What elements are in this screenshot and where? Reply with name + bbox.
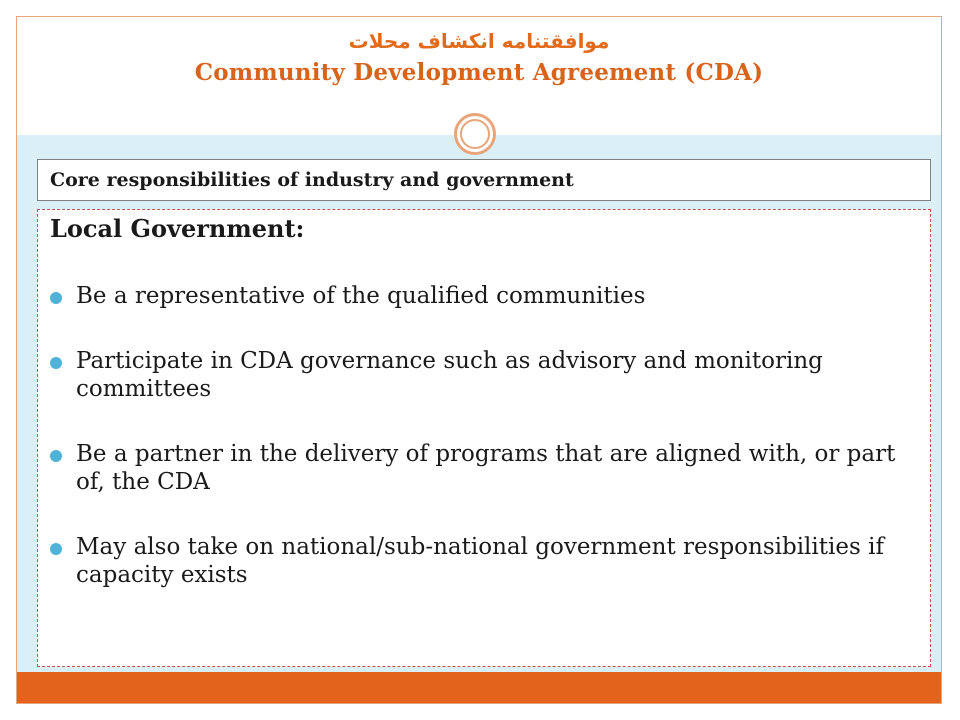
bullet-dot-icon: [50, 543, 62, 555]
subheading-box: [37, 159, 931, 201]
page-title: Community Development Agreement (CDA): [194, 59, 764, 86]
bullet-dot-icon: [50, 450, 62, 462]
list-item: [50, 533, 900, 589]
slide-frame: [16, 16, 942, 704]
content-heading: Local Government:: [50, 214, 305, 243]
list-item: [50, 282, 900, 310]
list-item: [50, 347, 900, 403]
bullet-list: [50, 282, 900, 626]
bullet-dot-icon: [50, 357, 62, 369]
bullet-text: May also take on national/sub-national government responsibilities if capacity exists: [76, 534, 884, 588]
title-arabic: موافقتنامه انکشاف محلات: [348, 29, 610, 53]
bullet-dot-icon: [50, 292, 62, 304]
bullet-text: Be a representative of the qualified communities: [76, 283, 646, 309]
footer-bar: [17, 672, 941, 704]
content-box: [37, 209, 931, 667]
subheading-text: Core responsibilities of industry and government: [50, 169, 574, 191]
list-item: [50, 440, 900, 496]
bullet-text: Be a partner in the delivery of programs that are aligned with, or part of, the CDA: [76, 441, 896, 495]
circle-emblem-icon: [454, 113, 496, 155]
bullet-text: Participate in CDA governance such as advisory and monitoring committees: [76, 348, 823, 402]
